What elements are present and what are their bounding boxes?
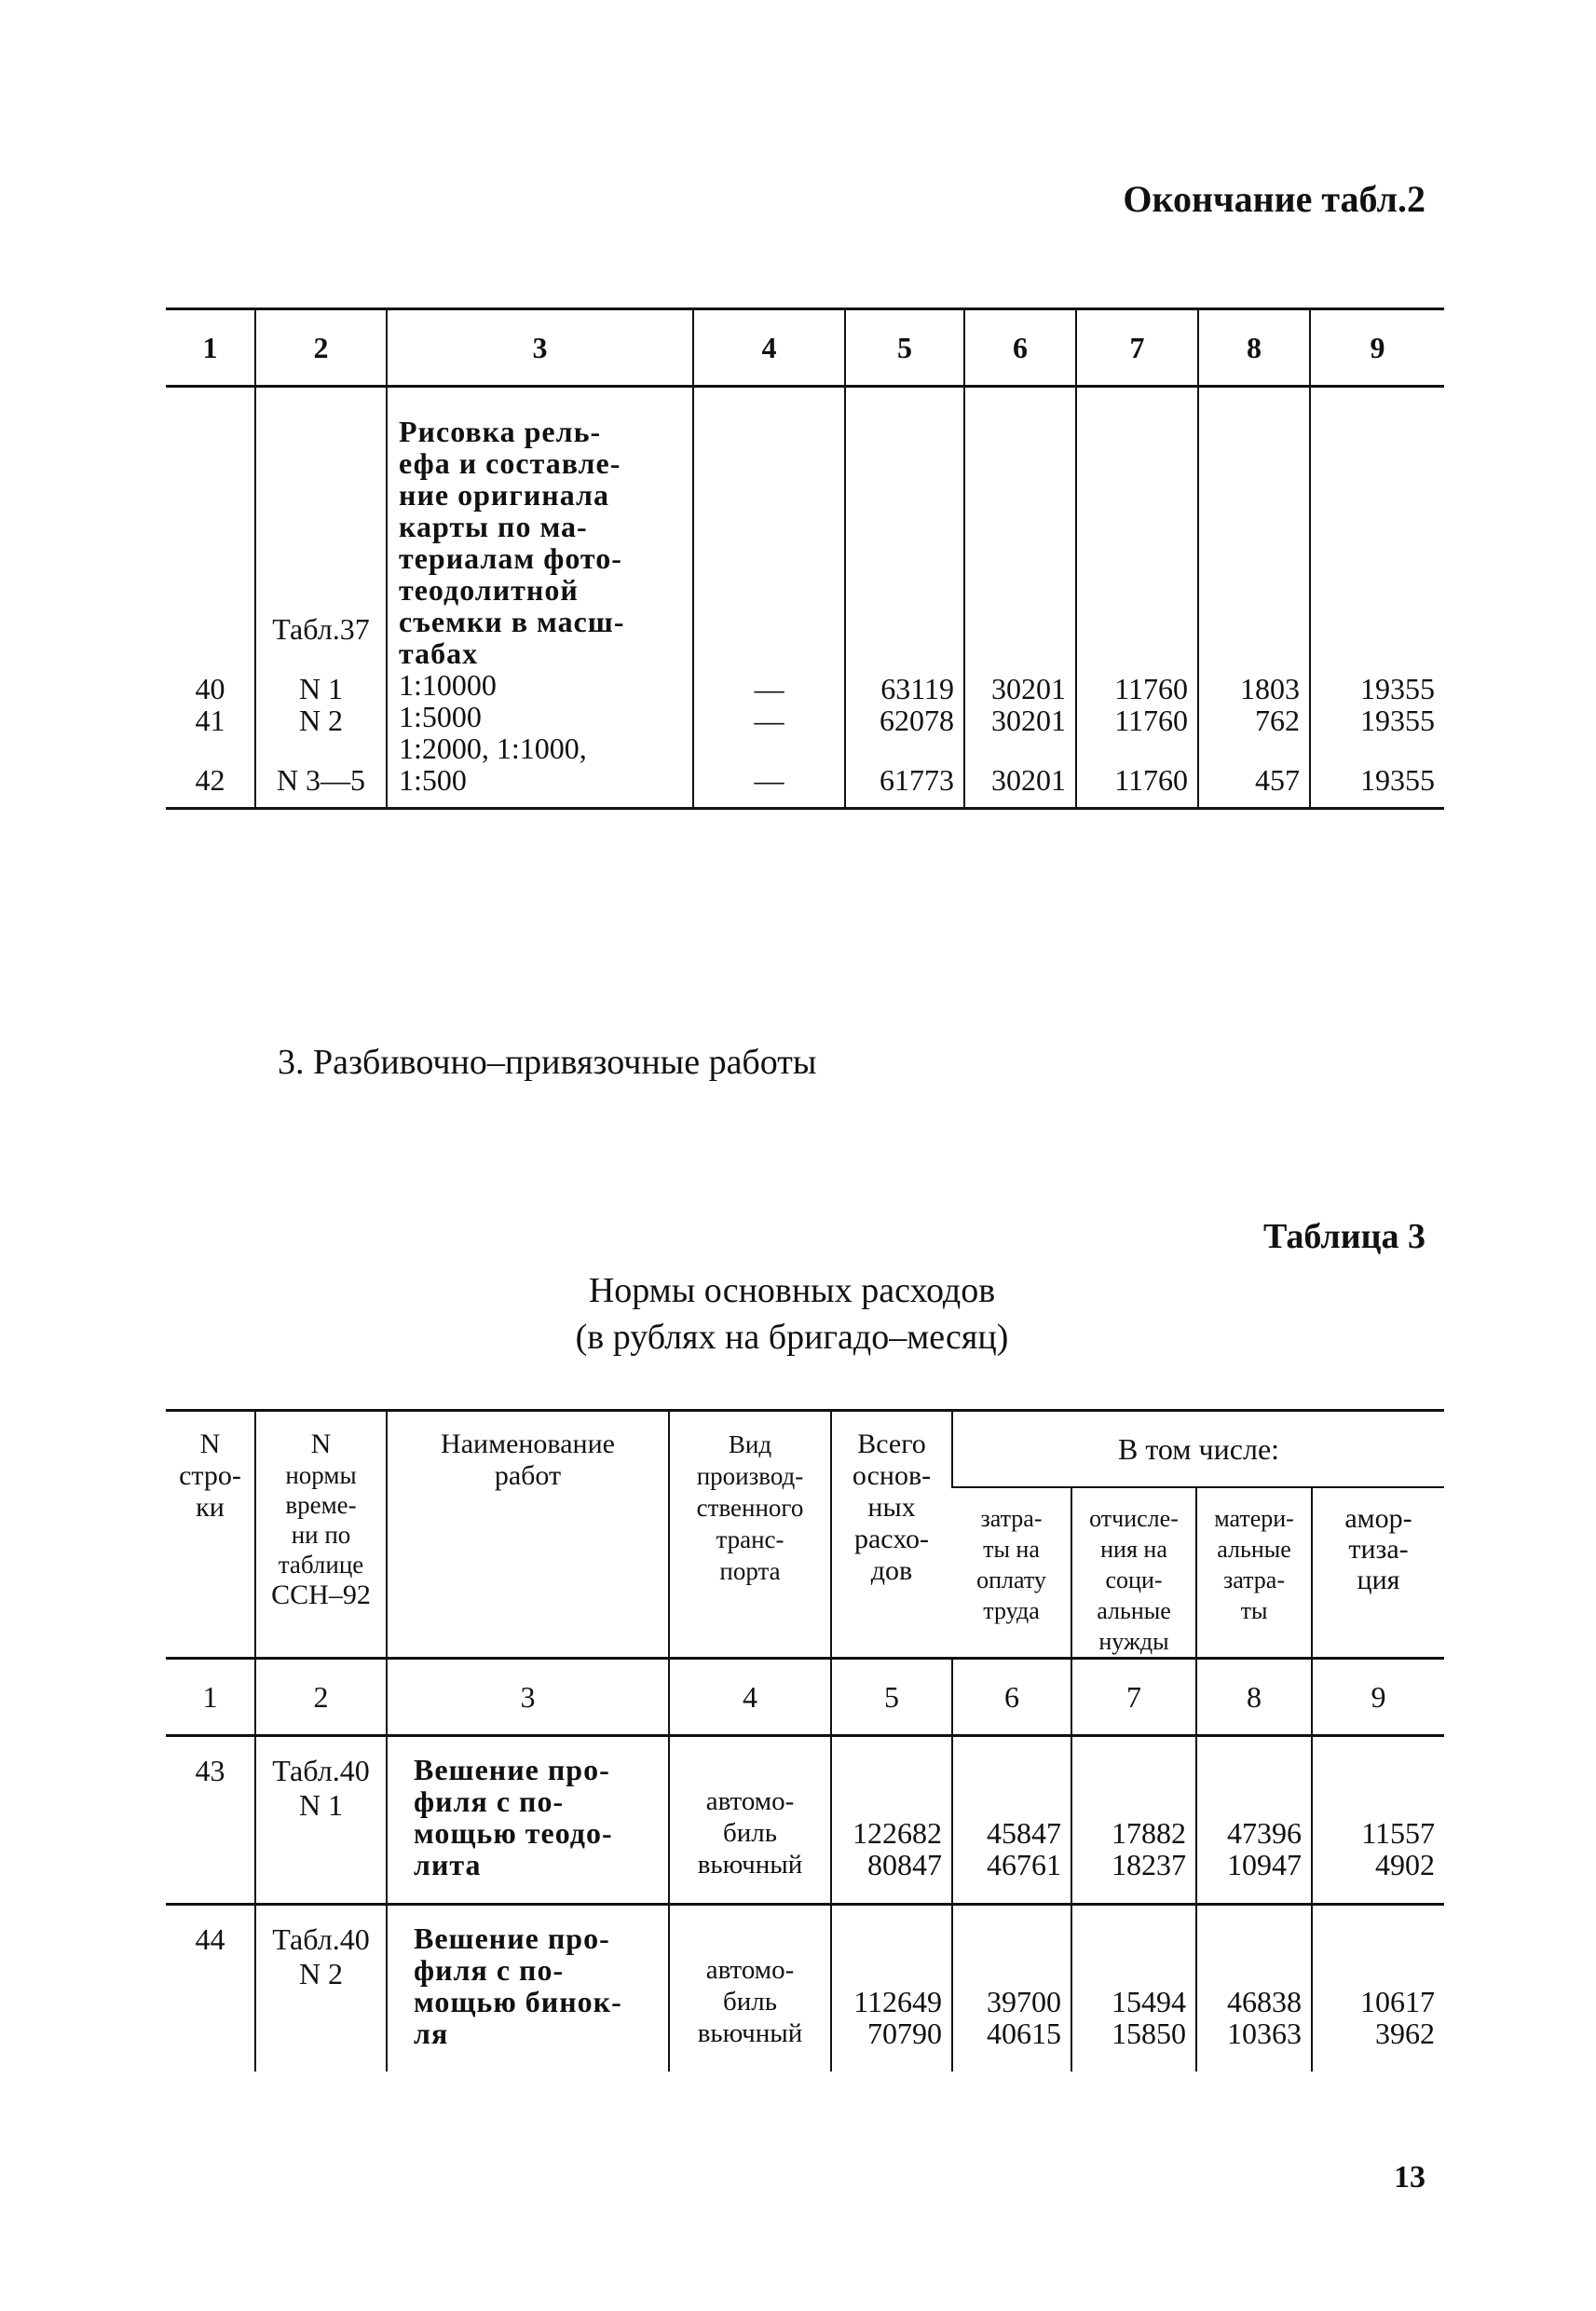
header-line: Всего: [857, 1429, 926, 1459]
header-line: труда: [983, 1597, 1040, 1624]
scale-value: 1:5000: [399, 700, 482, 733]
column-number: 5: [845, 309, 964, 387]
total-expenses: [831, 1905, 952, 2072]
row-number: 42: [195, 763, 225, 797]
value-cell: [1310, 387, 1444, 809]
column-number: 9: [1310, 309, 1444, 387]
header-transport-type: [669, 1411, 831, 1659]
cell-value: 11760: [1114, 672, 1188, 705]
cell-value: 30201: [991, 672, 1066, 705]
row-number: 41: [195, 704, 225, 737]
labor-costs: [952, 1736, 1071, 1905]
column-number: 3: [387, 1659, 669, 1736]
cell-value: 10363: [1227, 2017, 1302, 2050]
value-cell: [964, 387, 1076, 809]
cell-value: 457: [1255, 763, 1300, 797]
cell-value: 46761: [987, 1848, 1061, 1881]
description-line: териалам фото-: [399, 541, 622, 575]
header-line: N: [199, 1429, 221, 1459]
cell-value: 18237: [1112, 1848, 1186, 1881]
reference-line: Табл.40: [272, 1922, 370, 1956]
header-line: ственного: [696, 1494, 804, 1522]
cell-value: 17882: [1112, 1816, 1186, 1850]
table-title: [373, 1267, 1211, 1361]
column-number: 4: [669, 1659, 831, 1736]
table-continuation-label: Окончание табл.2: [1123, 178, 1425, 220]
work-description: [387, 1905, 669, 2072]
table-reference: Табл.37: [272, 612, 370, 646]
work-description-cell: [387, 387, 693, 809]
column-number: 1: [166, 1659, 255, 1736]
header-social-deductions: [1071, 1487, 1196, 1659]
description-line: Вешение про-: [414, 1753, 610, 1786]
column-number: 3: [387, 309, 693, 387]
description-line: теодолитной: [399, 573, 579, 607]
cell-value: 10947: [1227, 1848, 1302, 1881]
table-header-row: [166, 309, 1444, 387]
value-cell: [1076, 387, 1198, 809]
norm-reference: [255, 1736, 387, 1905]
column-number: 6: [964, 309, 1076, 387]
header-work-name: [387, 1411, 669, 1659]
section-title: 3. Разбивочно–привязочные работы: [278, 1043, 817, 1082]
header-line: ция: [1357, 1565, 1400, 1595]
value-cell: [1198, 387, 1310, 809]
description-line: ля: [414, 2017, 449, 2050]
depreciation: [1312, 1736, 1444, 1905]
description-line: ефа и составле-: [399, 446, 621, 480]
header-total-expenses: [831, 1411, 952, 1659]
social-deductions: [1071, 1905, 1196, 2072]
cell-value: 62078: [880, 704, 954, 737]
description-line: Рисовка рель-: [399, 415, 602, 448]
value-cell: [845, 387, 964, 809]
transport-line: автомо-: [705, 1786, 795, 1816]
transport-line: биль: [723, 1987, 777, 2017]
reference-line: N 2: [298, 1957, 344, 1990]
transport-line: биль: [723, 1818, 777, 1848]
description-line: мощью теодо-: [414, 1816, 613, 1850]
reference-item: N 3—5: [276, 763, 366, 797]
cell-value: 46838: [1227, 1985, 1302, 2018]
reference-line: N 1: [298, 1788, 344, 1822]
table-row: [166, 1905, 1444, 2072]
total-expenses: [831, 1736, 952, 1905]
description-line: лита: [414, 1848, 482, 1881]
transport-line: автомо-: [705, 1955, 795, 1985]
table-header-row: [166, 1411, 1444, 1488]
cell-value: —: [754, 672, 784, 705]
cell-value: 10617: [1360, 1985, 1436, 2018]
table-title-line: Нормы основных расходов: [588, 1271, 996, 1310]
cell-value: 15850: [1112, 2017, 1186, 2050]
cell-value: 19355: [1360, 704, 1435, 737]
cell-value: 762: [1255, 704, 1300, 737]
work-description: [387, 1736, 669, 1905]
column-number: 2: [255, 309, 387, 387]
header-line: ки: [196, 1492, 225, 1523]
cell-value: 11557: [1361, 1816, 1436, 1850]
header-material-costs: [1196, 1487, 1312, 1659]
depreciation: [1312, 1905, 1444, 2072]
header-line: нормы: [285, 1461, 357, 1489]
description-line: ние оригинала: [399, 478, 609, 512]
value-cell: [693, 387, 845, 809]
transport-type: [669, 1905, 831, 2072]
header-line: ССН–92: [271, 1579, 371, 1610]
scale-value: 1:10000: [399, 668, 497, 702]
cell-value: 3962: [1375, 2017, 1436, 2050]
header-line: соци-: [1105, 1566, 1163, 1593]
transport-line: вьючный: [697, 2018, 803, 2048]
header-line: тиза-: [1348, 1534, 1409, 1565]
cell-value: 70790: [867, 2017, 942, 2050]
table-row: [166, 387, 1444, 809]
description-line: съемки в масш-: [399, 605, 625, 638]
column-number: 7: [1076, 309, 1198, 387]
scale-value: 1:2000, 1:1000,: [399, 732, 587, 765]
header-labor-costs: [952, 1487, 1071, 1659]
row-number: 40: [195, 672, 225, 705]
cell-value: 112649: [853, 1985, 942, 2018]
header-line: стро-: [179, 1460, 241, 1491]
transport-type: [669, 1736, 831, 1905]
header-line: оплату: [976, 1566, 1046, 1593]
header-line: основ-: [852, 1460, 932, 1491]
cell-value: 4902: [1375, 1848, 1436, 1881]
header-line: альные: [1097, 1597, 1171, 1624]
cell-value: 122682: [853, 1816, 942, 1850]
cell-value: —: [754, 763, 784, 797]
description-line: карты по ма-: [399, 510, 588, 543]
labor-costs: [952, 1905, 1071, 2072]
table-row: [166, 1736, 1444, 1905]
column-number: 4: [693, 309, 845, 387]
row-number: 44: [166, 1905, 255, 2072]
cell-value: 47396: [1227, 1816, 1302, 1850]
reference-line: Табл.40: [272, 1754, 370, 1787]
header-line: N: [310, 1429, 332, 1459]
column-number: 5: [831, 1659, 952, 1736]
header-line: порта: [719, 1557, 781, 1585]
material-costs: [1196, 1905, 1312, 2072]
header-line: матери-: [1214, 1505, 1294, 1532]
description-line: табах: [399, 636, 479, 670]
cell-value: 80847: [867, 1848, 942, 1881]
header-line: ты: [1240, 1597, 1268, 1624]
row-number: 43: [195, 1754, 225, 1787]
cell-value: 39700: [987, 1985, 1061, 2018]
reference-item: N 2: [298, 704, 344, 737]
cell-value: 1803: [1240, 672, 1300, 705]
header-depreciation: [1312, 1487, 1444, 1659]
cell-value: 61773: [880, 763, 954, 797]
header-line: затра-: [980, 1505, 1043, 1532]
cell-value: 30201: [991, 704, 1066, 737]
cell-value: —: [754, 704, 784, 737]
column-number: 7: [1071, 1659, 1196, 1736]
header-line: време-: [285, 1491, 357, 1519]
header-line: ты на: [983, 1536, 1040, 1563]
header-line: нужды: [1098, 1628, 1169, 1655]
cell-value: 11760: [1114, 704, 1188, 737]
page-number: 13: [1394, 2160, 1425, 2195]
transport-line: вьючный: [697, 1850, 803, 1880]
reference-cell: [255, 387, 387, 809]
description-line: Вешение про-: [414, 1921, 610, 1955]
cell-value: 30201: [991, 763, 1066, 797]
column-number: 9: [1312, 1659, 1444, 1736]
table-3: [166, 1409, 1444, 2072]
column-number: 2: [255, 1659, 387, 1736]
material-costs: [1196, 1736, 1312, 1905]
header-line: транс-: [716, 1525, 784, 1553]
header-line: ни по: [291, 1521, 351, 1549]
column-numbers-row: [166, 1659, 1444, 1736]
description-line: филя с по-: [414, 1953, 565, 1987]
reference-item: N 1: [298, 672, 344, 705]
cell-value: 45847: [987, 1816, 1061, 1850]
header-line: таблице: [278, 1551, 364, 1579]
column-number: 8: [1198, 309, 1310, 387]
cell-value: 40615: [987, 2017, 1061, 2050]
header-line: отчисле-: [1089, 1505, 1179, 1532]
norm-reference: [255, 1905, 387, 2072]
header-line: затра-: [1222, 1566, 1285, 1593]
header-line: производ-: [696, 1462, 804, 1490]
column-number: 1: [166, 309, 255, 387]
row-numbers-cell: [166, 387, 255, 809]
header-including-group: В том числе:: [952, 1411, 1444, 1488]
column-number: 6: [952, 1659, 1071, 1736]
cell-value: 19355: [1360, 672, 1435, 705]
cell-value: 19355: [1360, 763, 1435, 797]
table-2-ending: [166, 308, 1444, 810]
description-line: мощью бинок-: [414, 1985, 622, 2018]
header-line: работ: [494, 1460, 562, 1491]
header-line: амор-: [1344, 1503, 1412, 1534]
header-line: альные: [1217, 1536, 1291, 1563]
header-line: Вид: [728, 1430, 772, 1458]
header-norm-reference: [255, 1411, 387, 1659]
table-label: Таблица 3: [1262, 1217, 1425, 1256]
header-line: ния на: [1100, 1536, 1167, 1563]
description-line: филя с по-: [414, 1785, 565, 1818]
cell-value: 15494: [1112, 1985, 1186, 2018]
cell-value: 11760: [1114, 763, 1188, 797]
header-line: дов: [870, 1555, 913, 1586]
header-line: Наименование: [441, 1429, 615, 1459]
social-deductions: [1071, 1736, 1196, 1905]
header-line: ных: [867, 1492, 916, 1523]
table-title-line: (в рублях на бригадо–месяц): [575, 1318, 1009, 1357]
header-line: расхо-: [853, 1524, 930, 1554]
column-number: 8: [1196, 1659, 1312, 1736]
cell-value: 63119: [880, 672, 954, 705]
scale-value: 1:500: [399, 763, 467, 797]
header-row-number: [166, 1411, 255, 1659]
